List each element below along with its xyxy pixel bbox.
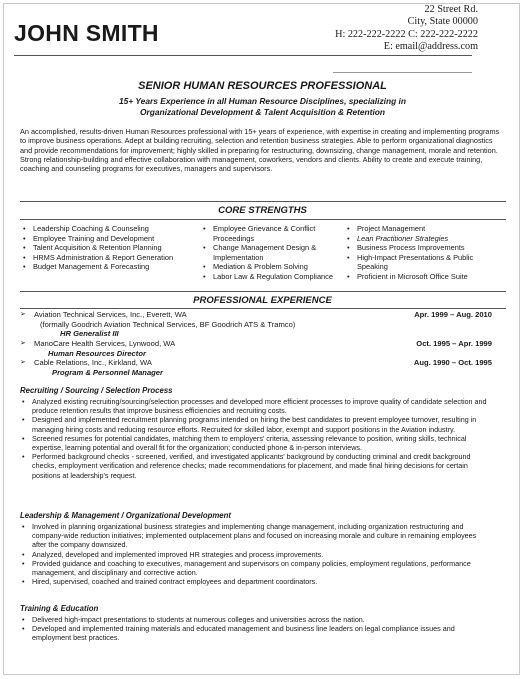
strengths-column-2 [202,224,342,281]
list-item: • Analyzed, developed and implemented improved HR strategies and process improvements. [22,550,490,559]
strength-item: • Talent Acquisition & Retention Planning [22,243,194,253]
job-role: Program & Personnel Manager [52,367,163,377]
arrow-bullet-icon: ➢ [20,340,26,347]
list-item: • Performed background checks - screened, verified, and investigated applicants' background by conducting criminal and credit background checks, employment verification and reference checks; made recommendations for placement, and made final hiring decisions for certain positions at leadership's request. [22,452,490,480]
profile-summary: An accomplished, results-driven Human Resources professional with 15+ years of experience, with expertise in creating and implementing programs to improve business operations. Adept at building recruiting, selection and retention business strategies. Able to perform organizational diagnostics and provide recommendations for improvement; highly skilled in preparing for restructuring, downsizing, change management, morale and retention. Strong relationship-building and effective collaboration with management, coworkers, vendors and clients. Ability to create and execute training, coaching and counseling programs for executives, managers and supervisors. [20,127,500,174]
recruiting-heading: Recruiting / Sourcing / Selection Process [20,386,173,395]
job-company: ManoCare Health Services, Lynwood, WA [34,339,176,348]
job-entry [20,310,506,340]
address-line-2: City, State 00000 [407,16,478,28]
profile-subtitle-line-1: 15+ Years Experience in all Human Resource Disciplines, specializing in [119,96,406,106]
strength-item: • Labor Law & Regulation Compliance [202,272,342,282]
address-line-1: 22 Street Rd. [424,4,478,15]
arrow-bullet-icon: ➢ [20,311,26,318]
strength-item: • Lean Practitioner Strategies [346,234,506,244]
job-role: HR Generalist III [60,329,119,339]
strength-item: • Mediation & Problem Solving [202,262,342,272]
profile-title: SENIOR HUMAN RESOURCES PROFESSIONAL [138,80,387,92]
list-item: • Hired, supervised, coached and trained contract employees and department coordinators. [22,577,490,586]
strength-item: • HRMS Administration & Report Generation [22,253,194,263]
email-address: E: email@address.com [383,41,478,53]
strength-item: • Leadership Coaching & Counseling [22,224,194,234]
job-entry [20,339,506,359]
strength-item: • Business Process Improvements [346,243,506,253]
profile-subtitle-line-2: Organizational Development & Talent Acquisition & Retention [139,106,386,117]
experience-divider [20,291,506,292]
strength-item: • Budget Management & Forecasting [22,262,194,272]
strength-item: • High-Impact Presentations & Public Speaking [346,253,506,272]
strength-item: • Employee Grievance & Conflict Proceedings [202,224,342,243]
leadership-list [22,522,490,586]
job-company: Aviation Technical Services, Inc., Everett, WA [34,310,187,319]
strengths-column-3 [346,224,506,281]
contact-info [335,4,478,54]
list-item: • Provided guidance and coaching to executives, management and supervisors on company policies, employment regulations, performance management, and disciplinary and corrective action. [22,559,490,577]
profile-subtitle [0,96,525,117]
job-entry [20,358,506,378]
recruiting-list [22,397,490,480]
job-company: Cable Relations, Inc., Kirkland, WA [34,358,152,367]
job-note: (formally Goodrich Aviation Technical Services, BF Goodrich ATS & Tramco) [40,319,296,329]
candidate-name: JOHN SMITH [14,20,159,46]
arrow-bullet-icon: ➢ [20,359,26,366]
experience-heading-rule [20,308,506,309]
leadership-heading: Leadership & Management / Organizational Development [20,511,231,520]
strengths-heading: CORE STRENGTHS [218,205,307,216]
strengths-heading-rule [20,219,506,220]
header-divider-short [333,72,472,73]
strengths-column-1 [22,224,194,272]
header-divider [14,55,472,56]
job-role: Human Resources Director [48,348,146,358]
strength-item: • Change Management Design & Implementation [202,243,342,262]
strength-item: • Employee Training and Development [22,234,194,244]
training-heading: Training & Education [20,604,99,613]
strengths-divider [20,201,506,202]
phone-numbers: H: 222-222-2222 C: 222-222-2222 [335,28,478,40]
job-dates: Aug. 1990 – Oct. 1995 [413,358,492,367]
list-item: • Developed and implemented training materials and educated management and business line leaders on legal compliance issues and employment best practices. [22,624,490,642]
list-item: • Analyzed existing recruiting/sourcing/selection processes and developed more efficient processes to improve quality of candidate selection and produce retention results that improve business efficiencies and recruiting costs. [22,397,490,415]
list-item: • Involved in planning organizational business strategies and implementing change management, including organization restructuring and company-wide reduction initiatives; implemented outplacement plans and focused on increasing morale and culture in remaining employees after the company downsized. [22,522,490,550]
job-dates: Oct. 1995 – Apr. 1999 [416,339,492,348]
training-list [22,615,490,643]
list-item: • Screened resumes for potential candidates, matching them to employers' criteria, assessing relevance to position, writing skills, technical expertise, learning potential and overall fit for the organization; conducted phone & in-person interviews. [22,434,490,452]
strength-item: • Project Management [346,224,506,234]
job-dates: Apr. 1999 – Aug. 2010 [414,310,492,319]
experience-heading: PROFESSIONAL EXPERIENCE [193,295,332,306]
list-item: • Delivered high-impact presentations to students at numerous colleges and universities across the nation. [22,615,490,624]
strength-item: • Proficient in Microsoft Office Suite [346,272,506,282]
list-item: • Designed and implemented recruitment planning programs intended on hiring the best candidates to prevent employee turnover, resulting in managing hiring costs and reducing resource efforts. Recruited for skilled labor, exempt and support positions in the Aviation industry. [22,415,490,433]
